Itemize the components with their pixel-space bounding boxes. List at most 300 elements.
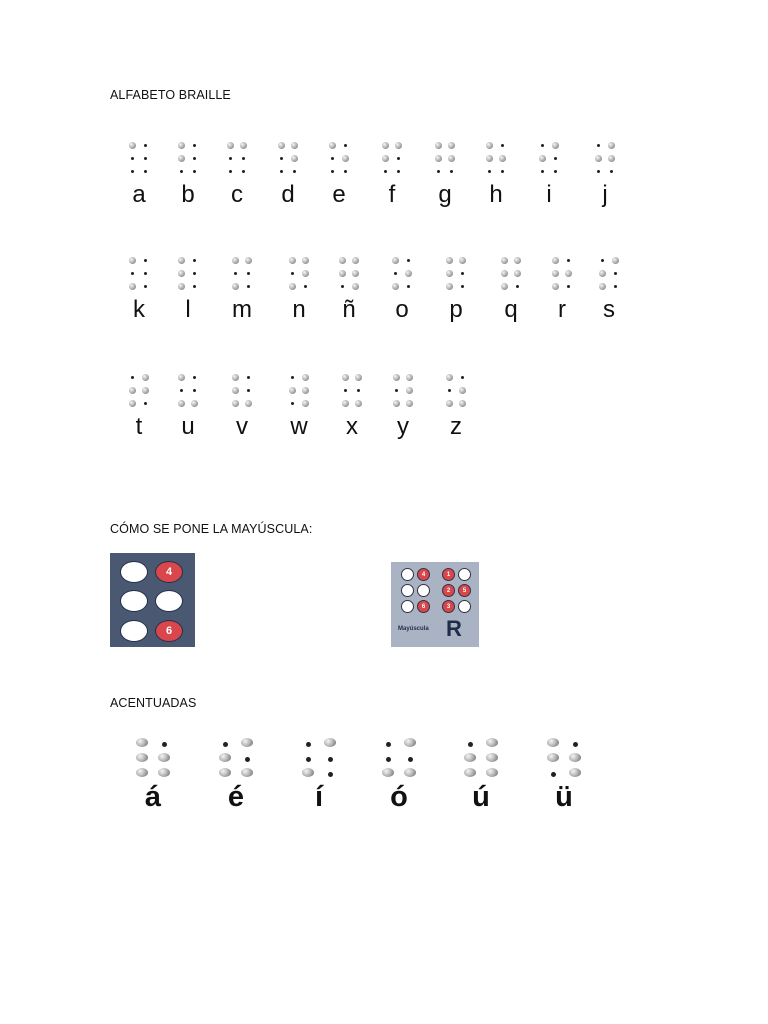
cap-dot-6: 6	[417, 600, 430, 613]
raised-dot	[178, 400, 185, 407]
raised-dot	[289, 387, 296, 394]
flat-dot	[144, 144, 147, 147]
braille-dots	[550, 255, 574, 293]
braille-cell-é	[211, 738, 261, 813]
raised-dot	[339, 270, 346, 277]
flat-dot	[395, 389, 398, 392]
raised-dot	[501, 283, 508, 290]
raised-dot	[552, 283, 559, 290]
alphabet-heading: ALFABETO BRAILLE	[110, 88, 231, 102]
flat-dot	[304, 285, 307, 288]
raised-dot	[329, 142, 336, 149]
flat-dot	[597, 144, 600, 147]
raised-dot	[446, 374, 453, 381]
raised-dot	[355, 400, 362, 407]
raised-dot	[382, 768, 394, 777]
braille-letter: u	[181, 413, 195, 440]
raised-dot	[404, 768, 416, 777]
raised-dot	[435, 142, 442, 149]
raised-dot	[191, 400, 198, 407]
raised-dot	[142, 374, 149, 381]
braille-dots	[391, 372, 415, 410]
raised-dot	[464, 768, 476, 777]
flat-dot	[357, 389, 360, 392]
braille-dots	[287, 372, 311, 410]
flat-dot	[386, 757, 391, 762]
braille-dots	[327, 140, 351, 178]
raised-dot	[302, 257, 309, 264]
braille-dots	[219, 738, 253, 782]
braille-letter: ñ	[342, 296, 356, 323]
flat-dot	[597, 170, 600, 173]
braille-letter: g	[438, 181, 452, 208]
braille-cell-p	[434, 255, 478, 323]
raised-dot	[245, 257, 252, 264]
braille-letter: a	[132, 181, 146, 208]
flat-dot	[450, 170, 453, 173]
braille-letter: v	[236, 413, 248, 440]
flat-dot	[247, 285, 250, 288]
mayuscula-label: Mayúscula	[398, 626, 429, 632]
raised-dot	[382, 155, 389, 162]
flat-dot	[247, 272, 250, 275]
braille-letter: d	[281, 181, 295, 208]
raised-dot	[232, 257, 239, 264]
flat-dot	[131, 157, 134, 160]
capital-heading: CÓMO SE PONE LA MAYÚSCULA:	[110, 522, 313, 536]
braille-cell-n	[277, 255, 321, 323]
r-dot-3: 3	[442, 600, 455, 613]
braille-dots	[464, 738, 498, 782]
braille-cell-s	[587, 255, 631, 323]
raised-dot	[514, 270, 521, 277]
braille-dots	[537, 140, 561, 178]
flat-dot	[306, 742, 311, 747]
flat-dot	[247, 389, 250, 392]
raised-dot	[501, 270, 508, 277]
flat-dot	[280, 157, 283, 160]
braille-cell-u	[166, 372, 210, 440]
cap-dot-4: 4	[417, 568, 430, 581]
r-dot-5: 5	[458, 584, 471, 597]
raised-dot	[136, 753, 148, 762]
raised-dot	[486, 738, 498, 747]
raised-dot	[406, 387, 413, 394]
flat-dot	[448, 389, 451, 392]
raised-dot	[599, 283, 606, 290]
braille-letter: é	[227, 781, 245, 813]
raised-dot	[178, 374, 185, 381]
cap-dot-2	[401, 584, 414, 597]
braille-cell-ú	[456, 738, 506, 813]
raised-dot	[289, 283, 296, 290]
braille-cell-z	[434, 372, 478, 440]
braille-letter: i	[546, 181, 552, 208]
raised-dot	[595, 155, 602, 162]
flat-dot	[551, 772, 556, 777]
raised-dot	[178, 257, 185, 264]
r-dot-1: 1	[442, 568, 455, 581]
braille-letter: í	[314, 781, 324, 813]
flat-dot	[501, 144, 504, 147]
raised-dot	[178, 155, 185, 162]
braille-dots	[127, 140, 151, 178]
flat-dot	[397, 170, 400, 173]
braille-letter: t	[135, 413, 143, 440]
flat-dot	[306, 757, 311, 762]
braille-dots	[230, 372, 254, 410]
raised-dot	[552, 142, 559, 149]
braille-cell-j	[583, 140, 627, 208]
raised-dot	[302, 374, 309, 381]
flat-dot	[144, 157, 147, 160]
raised-dot	[446, 400, 453, 407]
braille-letter: c	[231, 181, 243, 208]
braille-dots	[127, 255, 151, 293]
raised-dot	[241, 738, 253, 747]
braille-cell-l	[166, 255, 210, 323]
flat-dot	[344, 389, 347, 392]
raised-dot	[448, 155, 455, 162]
raised-dot	[355, 374, 362, 381]
flat-dot	[468, 742, 473, 747]
raised-dot	[448, 142, 455, 149]
braille-cell-d	[266, 140, 310, 208]
cap-dot-3	[401, 600, 414, 613]
raised-dot	[464, 753, 476, 762]
flat-dot	[193, 157, 196, 160]
flat-dot	[280, 170, 283, 173]
raised-dot	[342, 374, 349, 381]
braille-cell-o	[380, 255, 424, 323]
raised-dot	[569, 768, 581, 777]
dot-1-circle	[120, 561, 148, 583]
raised-dot	[569, 753, 581, 762]
raised-dot	[608, 155, 615, 162]
braille-letter: o	[395, 296, 409, 323]
raised-dot	[352, 257, 359, 264]
braille-letter: r	[558, 296, 566, 323]
braille-dots	[176, 372, 200, 410]
raised-dot	[219, 753, 231, 762]
raised-dot	[142, 387, 149, 394]
flat-dot	[397, 157, 400, 160]
raised-dot	[446, 283, 453, 290]
raised-dot	[232, 374, 239, 381]
raised-dot	[302, 387, 309, 394]
flat-dot	[501, 170, 504, 173]
flat-dot	[328, 772, 333, 777]
flat-dot	[384, 170, 387, 173]
braille-dots	[380, 140, 404, 178]
flat-dot	[144, 259, 147, 262]
braille-cell-t	[117, 372, 161, 440]
raised-dot	[459, 400, 466, 407]
flat-dot	[234, 272, 237, 275]
braille-dots	[597, 255, 621, 293]
braille-dots	[499, 255, 523, 293]
braille-dots	[444, 372, 468, 410]
raised-dot	[158, 768, 170, 777]
raised-dot	[289, 257, 296, 264]
braille-cell-k	[117, 255, 161, 323]
braille-letter: q	[504, 296, 518, 323]
flat-dot	[144, 170, 147, 173]
raised-dot	[565, 270, 572, 277]
dot-4-circle: 4	[155, 561, 183, 583]
raised-dot	[499, 155, 506, 162]
braille-letter: ó	[390, 781, 408, 813]
raised-dot	[158, 753, 170, 762]
flat-dot	[131, 376, 134, 379]
flat-dot	[344, 170, 347, 173]
flat-dot	[245, 757, 250, 762]
flat-dot	[291, 272, 294, 275]
flat-dot	[223, 742, 228, 747]
raised-dot	[136, 768, 148, 777]
braille-cell-í	[294, 738, 344, 813]
raised-dot	[392, 257, 399, 264]
raised-dot	[395, 142, 402, 149]
raised-dot	[136, 738, 148, 747]
raised-dot	[302, 400, 309, 407]
braille-dots	[230, 255, 254, 293]
raised-dot	[392, 283, 399, 290]
flat-dot	[293, 170, 296, 173]
raised-dot	[547, 738, 559, 747]
braille-cell-y	[381, 372, 425, 440]
flat-dot	[291, 402, 294, 405]
raised-dot	[291, 142, 298, 149]
braille-cell-ó	[374, 738, 424, 813]
capital-letter-r: R	[446, 616, 462, 641]
braille-letter: z	[450, 413, 462, 440]
braille-cell-á	[128, 738, 178, 813]
flat-dot	[331, 170, 334, 173]
flat-dot	[407, 285, 410, 288]
braille-letter: p	[449, 296, 463, 323]
braille-letter: w	[290, 413, 308, 440]
r-dot-6	[458, 600, 471, 613]
braille-dots	[382, 738, 416, 782]
flat-dot	[601, 259, 604, 262]
raised-dot	[129, 387, 136, 394]
flat-dot	[344, 144, 347, 147]
braille-cell-i	[527, 140, 571, 208]
flat-dot	[131, 272, 134, 275]
braille-cell-a	[117, 140, 161, 208]
raised-dot	[552, 257, 559, 264]
raised-dot	[342, 155, 349, 162]
braille-dots	[340, 372, 364, 410]
braille-letter: n	[292, 296, 306, 323]
braille-cell-c	[215, 140, 259, 208]
raised-dot	[539, 155, 546, 162]
braille-letter: s	[603, 296, 615, 323]
raised-dot	[501, 257, 508, 264]
flat-dot	[541, 144, 544, 147]
dot-2-circle	[120, 590, 148, 612]
braille-dots	[176, 255, 200, 293]
braille-dots	[276, 140, 300, 178]
raised-dot	[232, 400, 239, 407]
flat-dot	[180, 389, 183, 392]
raised-dot	[352, 283, 359, 290]
braille-dots	[287, 255, 311, 293]
raised-dot	[405, 270, 412, 277]
flat-dot	[180, 170, 183, 173]
braille-letter: h	[489, 181, 503, 208]
raised-dot	[232, 387, 239, 394]
raised-dot	[324, 738, 336, 747]
braille-dots	[593, 140, 617, 178]
raised-dot	[227, 142, 234, 149]
capital-sign-diagram	[110, 553, 195, 647]
flat-dot	[437, 170, 440, 173]
raised-dot	[514, 257, 521, 264]
braille-dots	[337, 255, 361, 293]
braille-letter: l	[185, 296, 191, 323]
flat-dot	[461, 376, 464, 379]
flat-dot	[461, 285, 464, 288]
raised-dot	[446, 257, 453, 264]
braille-cell-m	[220, 255, 264, 323]
braille-letter: y	[397, 413, 409, 440]
braille-cell-r	[540, 255, 584, 323]
raised-dot	[241, 768, 253, 777]
flat-dot	[193, 272, 196, 275]
braille-dots	[136, 738, 170, 782]
braille-letter: m	[232, 296, 252, 323]
braille-letter: ú	[472, 781, 490, 813]
braille-letter: ü	[555, 781, 573, 813]
flat-dot	[193, 259, 196, 262]
braille-letter: e	[332, 181, 346, 208]
raised-dot	[291, 155, 298, 162]
braille-dots	[127, 372, 151, 410]
raised-dot	[552, 270, 559, 277]
braille-cell-x	[330, 372, 374, 440]
raised-dot	[129, 400, 136, 407]
raised-dot	[245, 400, 252, 407]
raised-dot	[219, 768, 231, 777]
flat-dot	[193, 170, 196, 173]
raised-dot	[302, 270, 309, 277]
raised-dot	[486, 142, 493, 149]
raised-dot	[352, 270, 359, 277]
flat-dot	[193, 285, 196, 288]
flat-dot	[144, 285, 147, 288]
flat-dot	[291, 376, 294, 379]
flat-dot	[144, 272, 147, 275]
braille-cell-e	[317, 140, 361, 208]
flat-dot	[386, 742, 391, 747]
raised-dot	[240, 142, 247, 149]
braille-cell-ñ	[327, 255, 371, 323]
flat-dot	[554, 170, 557, 173]
braille-cell-ü	[539, 738, 589, 813]
raised-dot	[612, 257, 619, 264]
flat-dot	[407, 259, 410, 262]
braille-letter: k	[133, 296, 145, 323]
flat-dot	[567, 285, 570, 288]
raised-dot	[129, 283, 136, 290]
raised-dot	[459, 387, 466, 394]
raised-dot	[129, 257, 136, 264]
flat-dot	[341, 285, 344, 288]
flat-dot	[610, 170, 613, 173]
raised-dot	[339, 257, 346, 264]
raised-dot	[486, 155, 493, 162]
flat-dot	[614, 285, 617, 288]
braille-dots	[547, 738, 581, 782]
flat-dot	[162, 742, 167, 747]
raised-dot	[129, 142, 136, 149]
raised-dot	[406, 400, 413, 407]
raised-dot	[406, 374, 413, 381]
raised-dot	[178, 283, 185, 290]
flat-dot	[394, 272, 397, 275]
braille-cell-g	[423, 140, 467, 208]
dot-6-circle: 6	[155, 620, 183, 642]
flat-dot	[461, 272, 464, 275]
raised-dot	[459, 257, 466, 264]
r-dot-4	[458, 568, 471, 581]
raised-dot	[178, 270, 185, 277]
flat-dot	[516, 285, 519, 288]
accented-heading: ACENTUADAS	[110, 696, 197, 710]
raised-dot	[599, 270, 606, 277]
raised-dot	[393, 400, 400, 407]
flat-dot	[567, 259, 570, 262]
flat-dot	[408, 757, 413, 762]
flat-dot	[573, 742, 578, 747]
flat-dot	[144, 402, 147, 405]
braille-letter: x	[346, 413, 358, 440]
braille-cell-v	[220, 372, 264, 440]
raised-dot	[178, 142, 185, 149]
braille-cell-q	[489, 255, 533, 323]
braille-cell-h	[474, 140, 518, 208]
raised-dot	[446, 270, 453, 277]
raised-dot	[404, 738, 416, 747]
braille-dots	[484, 140, 508, 178]
flat-dot	[488, 170, 491, 173]
flat-dot	[193, 376, 196, 379]
flat-dot	[229, 157, 232, 160]
raised-dot	[382, 142, 389, 149]
braille-dots	[176, 140, 200, 178]
flat-dot	[193, 389, 196, 392]
cap-dot-5	[417, 584, 430, 597]
flat-dot	[242, 170, 245, 173]
dot-5-circle	[155, 590, 183, 612]
r-dot-2: 2	[442, 584, 455, 597]
braille-letter: j	[602, 181, 608, 208]
flat-dot	[331, 157, 334, 160]
braille-dots	[390, 255, 414, 293]
braille-dots	[433, 140, 457, 178]
raised-dot	[435, 155, 442, 162]
flat-dot	[614, 272, 617, 275]
braille-dots	[302, 738, 336, 782]
raised-dot	[547, 753, 559, 762]
cap-dot-1	[401, 568, 414, 581]
capital-r-example	[391, 562, 479, 647]
raised-dot	[608, 142, 615, 149]
braille-cell-f	[370, 140, 414, 208]
flat-dot	[229, 170, 232, 173]
